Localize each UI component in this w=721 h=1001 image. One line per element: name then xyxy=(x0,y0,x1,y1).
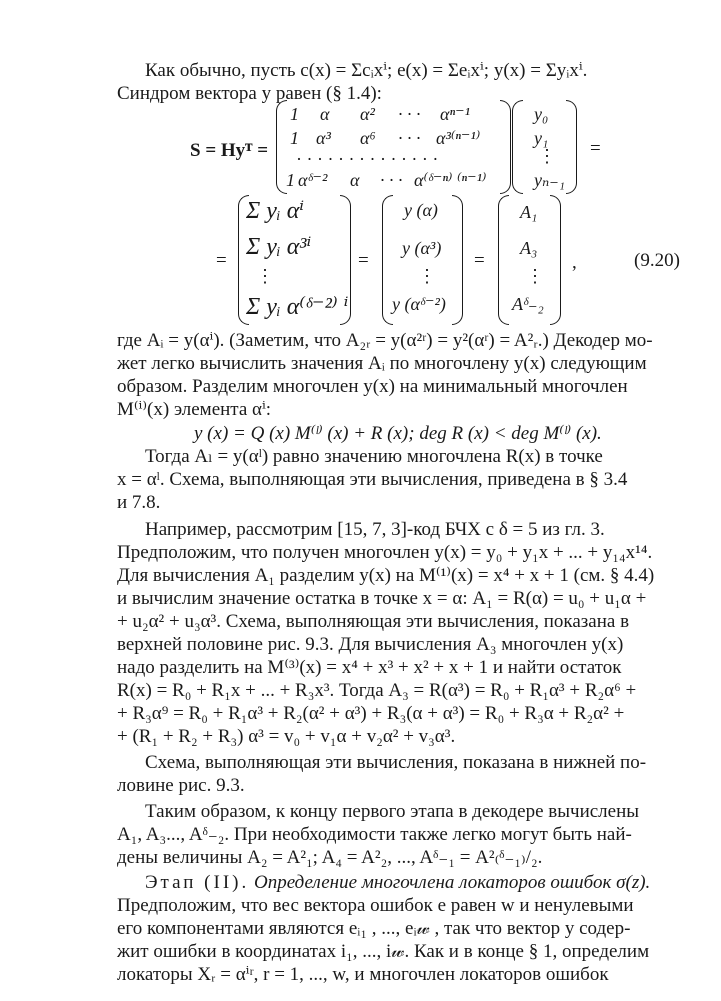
sum-cell: Σ yᵢ α⁽ᵟ⁻²⁾ ⁱ xyxy=(246,294,349,320)
matrix-cell: 1 xyxy=(290,104,299,124)
matrix-cell: α⁶ xyxy=(360,128,376,148)
paragraph-line: Таким образом, к концу первого этапа в декодере вычислены xyxy=(145,801,640,822)
paragraph-line: M⁽ⁱ⁾(x) элемента αⁱ: xyxy=(117,399,272,420)
matrix-cell: α xyxy=(350,170,360,190)
component-cell: A₁ xyxy=(520,202,538,222)
value-right-bracket xyxy=(452,195,463,325)
vector-right-bracket xyxy=(566,100,577,194)
equation-number: (9.20) xyxy=(634,250,680,271)
matrix-cell: α xyxy=(320,104,330,124)
value-cell: y (α) xyxy=(404,200,438,220)
component-left-bracket xyxy=(498,195,509,325)
value-cell: ⋮ xyxy=(418,266,436,286)
component-cell: Aᵟ₋₂ xyxy=(512,294,544,314)
paragraph-line: Например, рассмотрим [15, 7, 3]-код БЧХ с δ = 5 из гл. 3. xyxy=(145,519,605,540)
paragraph-line: жет легко вычислить значения Aᵢ по многочлену y(x) следующим xyxy=(117,353,647,374)
paragraph-line: Предположим, что вес вектора ошибок e равен w и ненулевыми xyxy=(117,895,634,916)
intro-line-2: Синдром вектора y равен (§ 1.4): xyxy=(117,83,382,104)
paragraph-line: ловине рис. 9.3. xyxy=(117,775,245,796)
matrix-cell: α³ xyxy=(316,128,331,148)
stage-heading xyxy=(145,872,650,894)
matrix-cell: · · · xyxy=(398,104,421,124)
equals-sign: = xyxy=(358,250,369,271)
matrix-cell: 1 xyxy=(286,170,295,190)
division-equation: y (x) = Q (x) M⁽ˡ⁾ (x) + R (x); deg R (x) < deg M⁽ˡ⁾ (x). xyxy=(194,423,602,444)
component-cell: A₃ xyxy=(520,238,538,258)
paragraph-line: локаторы Xᵣ = αⁱʳ, r = 1, ..., w, и многочлен локаторов ошибок xyxy=(117,964,609,985)
paragraph-line: + u₂α² + u₃α³. Схема, выполняющая эти вычисления, показана в xyxy=(117,611,630,632)
value-cell: y (α³) xyxy=(402,238,442,258)
paragraph-line: x = αˡ. Схема, выполняющая эти вычисления, приведена в § 3.4 xyxy=(117,469,628,490)
sum-cell: ⋮ xyxy=(256,266,274,286)
paragraph-line: дены величины A₂ = A²₁; A₄ = A²₂, ..., Aᵟ₋₁ = A²₍ᵟ₋₁₎/₂. xyxy=(117,847,543,868)
paragraph-line: + R₃α⁹ = R₀ + R₁α³ + R₂(α² + α³) + R₃(α + α³) = R₀ + R₃α + R₂α² + xyxy=(117,703,625,724)
value-cell: y (αᵟ⁻²) xyxy=(392,294,446,314)
matrix-cell: α⁽ᵟ⁻ⁿ⁾ ⁽ⁿ⁻¹⁾ xyxy=(414,170,487,190)
matrix-cell: · · · xyxy=(398,128,421,148)
paragraph-line: Тогда Aₗ = y(αˡ) равно значению многочлена R(x) в точке xyxy=(145,446,603,467)
sum-cell: Σ yᵢ α³ⁱ xyxy=(246,234,312,260)
matrix-cell: α³⁽ⁿ⁻¹⁾ xyxy=(436,128,481,148)
component-cell: ⋮ xyxy=(526,266,544,286)
stage-label: Этап (II). xyxy=(145,872,250,893)
vector-left-bracket xyxy=(512,100,523,194)
stage-title: Определение многочлена локаторов ошибок σ(z). xyxy=(254,872,651,893)
paragraph-line: образом. Разделим многочлен y(x) на минимальный многочлен xyxy=(117,376,628,397)
paragraph-line: Схема, выполняющая эти вычисления, показана в нижней по- xyxy=(145,752,647,773)
equals-sign: = xyxy=(474,250,485,271)
paragraph-line: Предположим, что получен многочлен y(x) = y₀ + y₁x + ... + y₁₄x¹⁴. xyxy=(117,542,653,563)
paragraph-line: R(x) = R₀ + R₁x + ... + R₃x³. Тогда A₃ = R(α³) = R₀ + R₁α³ + R₂α⁶ + xyxy=(117,680,637,701)
paragraph-line: Для вычисления A₁ разделим y(x) на M⁽¹⁾(x) = x⁴ + x + 1 (см. § 4.4) xyxy=(117,565,655,586)
paragraph-line: + (R₁ + R₂ + R₃) α³ = v₀ + v₁α + v₂α² + v₃α³. xyxy=(117,726,456,747)
vector-cell: y₀ xyxy=(534,104,549,124)
vector-cell: yₙ₋₁ xyxy=(534,170,566,190)
paragraph-line: и 7.8. xyxy=(117,492,161,513)
syndrome-lhs: S = Hyᵀ = xyxy=(190,140,269,161)
paragraph-line: A₁, A₃..., Aᵟ₋₂. При необходимости также легко могут быть най- xyxy=(117,824,632,845)
matrix-cell: α² xyxy=(360,104,375,124)
equals-sign: = xyxy=(216,250,227,271)
matrix-dots-row: · · · · · · · · · · · · · · xyxy=(296,149,439,169)
matrix-cell: 1 xyxy=(290,128,299,148)
equals-sign: = xyxy=(590,138,601,159)
matrix-cell: · · · xyxy=(380,170,403,190)
paragraph-line: его компонентами являются eᵢ₁ , ..., eᵢ𝓌 , так что вектор y содер- xyxy=(117,918,631,939)
matrix-right-bracket xyxy=(500,100,511,194)
sum-cell: Σ yᵢ αⁱ xyxy=(246,198,305,224)
paragraph-line: верхней половине рис. 9.3. Для вычисления A₃ многочлен y(x) xyxy=(117,634,624,655)
paragraph-line: надо разделить на M⁽³⁾(x) = x⁴ + x³ + x² + x + 1 и найти остаток xyxy=(117,657,622,678)
comma: , xyxy=(572,252,577,273)
matrix-cell: αᵟ⁻² xyxy=(298,170,328,190)
paragraph-line: где Aᵢ = y(αⁱ). (Заметим, что A₂ᵣ = y(α²ʳ) = y²(αʳ) = A²ᵣ.) Декодер мо- xyxy=(117,330,653,351)
vector-cell: y₁ xyxy=(534,128,549,148)
component-right-bracket xyxy=(550,195,561,325)
intro-line-1: Как обычно, пусть c(x) = Σcᵢxⁱ; e(x) = Σeᵢxⁱ; y(x) = Σyᵢxⁱ. xyxy=(145,60,588,81)
matrix-cell: αⁿ⁻¹ xyxy=(440,104,471,124)
paragraph-line: жит ошибки в координатах i₁, ..., i𝓌. Как и в конце § 1, определим xyxy=(117,941,650,962)
paragraph-line: и вычислим значение остатка в точке x = α: A₁ = R(α) = u₀ + u₁α + xyxy=(117,588,647,609)
vector-cell: ⋮ xyxy=(538,146,556,166)
